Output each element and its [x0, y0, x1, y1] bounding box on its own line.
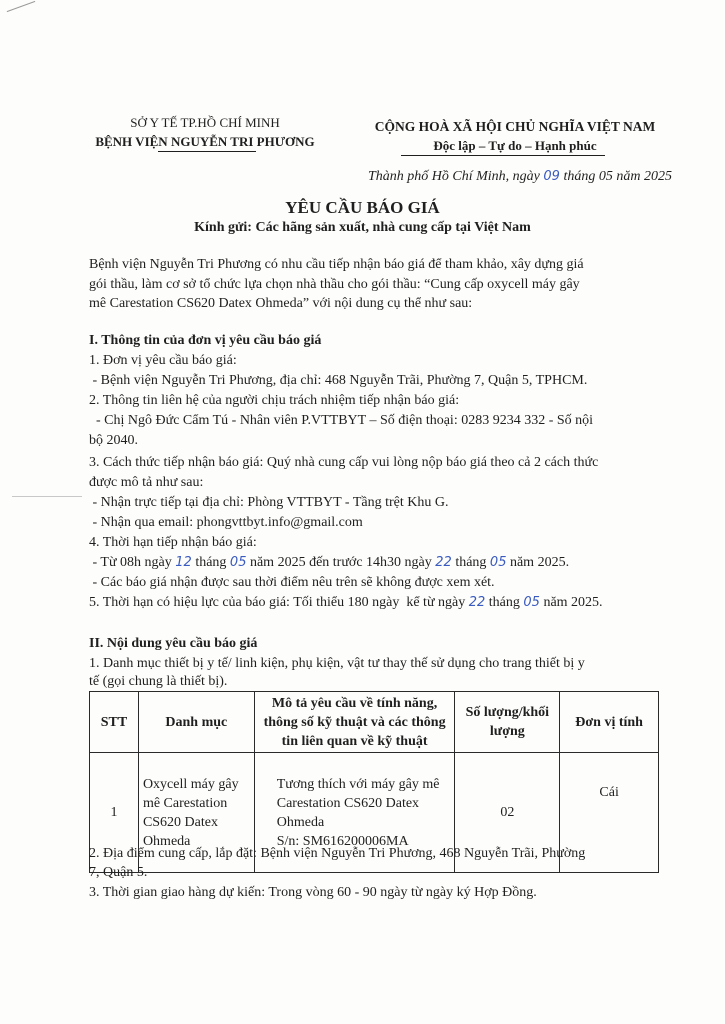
validity-text: 5. Thời hạn có hiệu lực của báo giá: Tối thiểu 180 ngày kể từ ngày: [89, 595, 466, 610]
deadline-text: năm 2025 đến trước 14h30 ngày: [249, 555, 432, 570]
document-title: YÊU CẦU BÁO GIÁ: [285, 198, 440, 217]
validity-day-handwritten: 22: [468, 595, 486, 610]
table-header: STT: [90, 692, 139, 753]
validity-text: tháng: [488, 595, 520, 610]
section-2-line: 7, Quận 5.: [89, 865, 148, 880]
section-1-line: - Nhận qua email: phongvttbyt.info@gmail.com: [89, 515, 363, 530]
date-prefix: Thành phố Hồ Chí Minh, ngày: [368, 169, 540, 184]
date-day-handwritten: 09: [543, 169, 560, 184]
deadline-text: tháng: [455, 555, 487, 570]
late-note: - Các báo giá nhận được sau thời điểm nêu trên sẽ không được xem xét.: [89, 575, 495, 590]
cell-unit: Cái: [560, 753, 659, 873]
deadline-text: - Từ 08h ngày: [89, 555, 172, 570]
deadline-text: tháng: [195, 555, 227, 570]
validity-line: [89, 593, 603, 612]
section-1-line: 3. Cách thức tiếp nhận báo giá: Quý nhà cung cấp vui lòng nộp báo giá theo cả 2 cách thức: [89, 455, 599, 470]
section-2-line: 2. Địa điểm cung cấp, lắp đặt: Bệnh viện Nguyễn Tri Phương, 468 Nguyễn Trãi, Phường: [89, 846, 586, 861]
cell-item: Oxycell máy gây mê Carestation CS620 Datex Ohmeda: [138, 753, 254, 873]
date-line: [368, 167, 672, 186]
section-1-heading: I. Thông tin của đơn vị yêu cầu báo giá: [89, 333, 322, 348]
section-2-line: 1. Danh mục thiết bị y tế/ linh kiện, phụ kiện, vật tư thay thế sử dụng cho trang thiết bị y: [89, 656, 585, 671]
table-header: Mô tả yêu cầu về tính năng, thông số kỹ thuật và các thông tin liên quan về kỹ thuật: [254, 692, 455, 753]
deadline-start-day-handwritten: 12: [175, 555, 192, 570]
table-header-row: [90, 692, 659, 753]
table-header: Đơn vị tính: [560, 692, 659, 753]
description-line: Ohmeda: [276, 814, 325, 830]
table-header: Danh mục: [138, 692, 254, 753]
deadline-start-month-handwritten: 05: [229, 555, 247, 570]
validity-month-handwritten: 05: [523, 595, 540, 610]
nation-name: CỘNG HOÀ XÃ HỘI CHỦ NGHĨA VIỆT NAM: [374, 119, 656, 134]
section-2-line: 3. Thời gian giao hàng dự kiến: Trong vòng 60 - 90 ngày từ ngày ký Hợp Đồng.: [89, 885, 537, 900]
section-1-line: được mô tả như sau:: [89, 475, 204, 490]
section-2-line: tế (gọi chung là thiết bị).: [89, 674, 228, 689]
cell-quantity: 02: [455, 753, 560, 873]
description-line: Tương thích với máy gây mê: [276, 776, 440, 792]
deadline-line: [89, 553, 569, 572]
section-1-line: bộ 2040.: [89, 433, 138, 448]
section-2-heading: II. Nội dung yêu cầu báo giá: [89, 636, 258, 651]
scan-artifact-top: [7, 1, 36, 12]
hospital-name-underline: [158, 151, 256, 152]
validity-text: năm 2025.: [543, 595, 603, 610]
nation-motto-underline: [401, 155, 605, 156]
section-1-line: - Nhận trực tiếp tại địa chỉ: Phòng VTTBYT - Tầng trệt Khu G.: [89, 495, 449, 510]
hospital-name: BỆNH VIỆN NGUYỄN TRI PHƯƠNG: [95, 134, 315, 149]
intro-line-1: Bệnh viện Nguyễn Tri Phương có nhu cầu tiếp nhận báo giá để tham khảo, xây dựng giá: [89, 257, 584, 272]
section-1-line: 2. Thông tin liên hệ của người chịu trách nhiệm tiếp nhận báo giá:: [89, 393, 460, 408]
intro-line-3: mê Carestation CS620 Datex Ohmeda” với nội dung cụ thể như sau:: [89, 296, 473, 311]
description-line: S/n: SM616200006MA: [276, 833, 409, 849]
intro-line-2: gói thầu, làm cơ sở tổ chức lựa chọn nhà thầu cho gói thầu: “Cung cấp oxycell máy gây: [89, 277, 580, 292]
document-subtitle: Kính gửi: Các hãng sản xuất, nhà cung cấp tại Việt Nam: [194, 220, 531, 235]
description-line: Carestation CS620 Datex: [276, 795, 420, 811]
deadline-end-day-handwritten: 22: [435, 555, 452, 570]
ministry-name: SỞ Y TẾ TP.HỒ CHÍ MINH: [130, 115, 280, 130]
section-1-line: - Chị Ngô Đức Cẩm Tú - Nhân viên P.VTTBYT – Số điện thoại: 0283 9234 332 - Số nội: [89, 413, 594, 428]
deadline-end-month-handwritten: 05: [489, 555, 507, 570]
cell-stt: 1: [90, 753, 139, 873]
date-month-year: tháng 05 năm 2025: [563, 169, 672, 184]
deadline-text: năm 2025.: [509, 555, 570, 570]
nation-motto: Độc lập – Tự do – Hạnh phúc: [433, 138, 597, 153]
section-1-line: 1. Đơn vị yêu cầu báo giá:: [89, 353, 237, 368]
section-1-line: 4. Thời hạn tiếp nhận báo giá:: [89, 535, 257, 550]
section-1-line: - Bệnh viện Nguyễn Tri Phương, địa chỉ: 468 Nguyễn Trãi, Phường 7, Quận 5, TPHCM.: [89, 373, 588, 388]
table-header: Số lượng/khối lượng: [455, 692, 560, 753]
scan-artifact-left: [12, 496, 82, 497]
